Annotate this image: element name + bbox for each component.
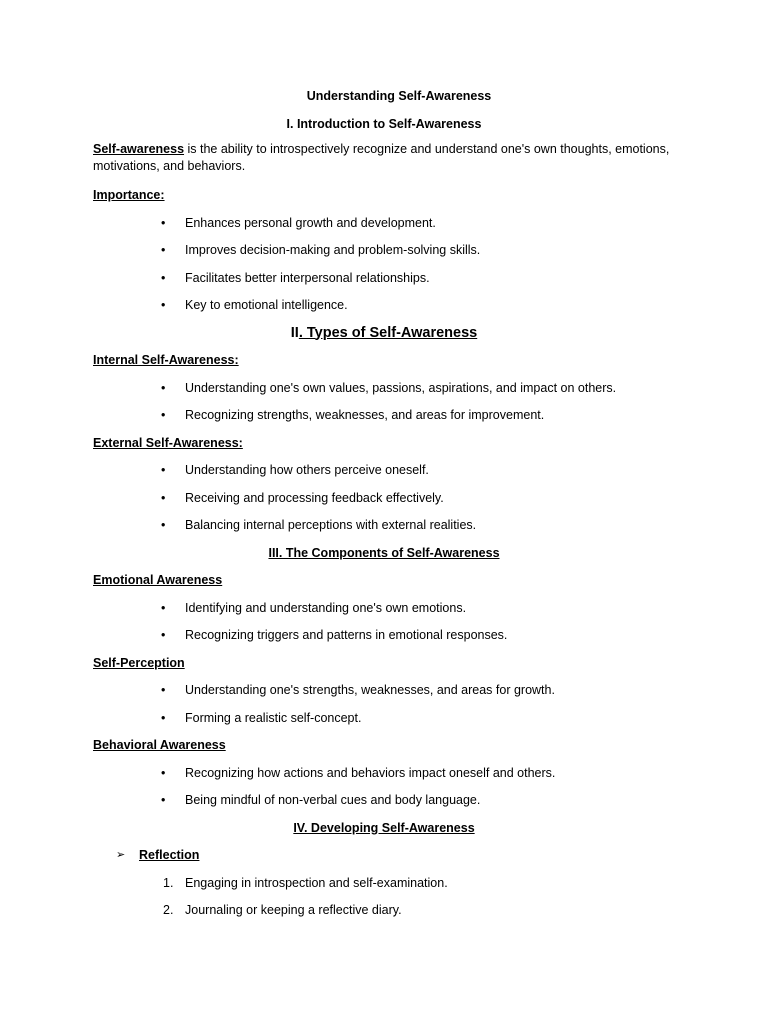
list-item [93, 460, 675, 488]
bullet-icon: • [161, 628, 166, 642]
definition-text: is the ability to introspectively recognize and understand one's own thoughts, emotions, motivations, and behaviors. [93, 142, 670, 173]
section-2-heading-prefix: II [290, 324, 299, 341]
bullet-icon: • [161, 380, 166, 395]
definition-paragraph [93, 141, 675, 175]
section-1-heading: I. Introduction to Self-Awareness [286, 116, 482, 131]
bullet-icon: • [161, 518, 166, 532]
list-item-text: Journaling or keeping a reflective diary. [185, 903, 402, 917]
section-2-heading [93, 323, 675, 351]
arrow-bullet-icon: ➢ [116, 849, 126, 861]
list-item-text: Receiving and processing feedback effectively. [185, 490, 444, 505]
list-item [93, 680, 675, 708]
list-item-text: Understanding one's own values, passions, aspirations, and impact on others. [185, 380, 617, 395]
list-item [93, 378, 675, 406]
bullet-icon: • [161, 243, 166, 257]
importance-list [93, 213, 675, 323]
section-3-heading: III. The Components of Self-Awareness [268, 545, 500, 560]
numbered-item [93, 900, 675, 928]
list-item-text: Engaging in introspection and self-examination. [185, 875, 448, 890]
list-item [93, 763, 675, 791]
emotional-list [93, 598, 675, 653]
bullet-icon: • [161, 765, 166, 780]
perception-list [93, 680, 675, 735]
list-item-text: Identifying and understanding one's own emotions. [185, 600, 467, 615]
reflection-item [93, 845, 675, 873]
external-list [93, 460, 675, 543]
list-item [93, 295, 675, 323]
bullet-icon: • [161, 683, 166, 697]
list-item [93, 240, 675, 268]
list-item [93, 515, 675, 543]
internal-list [93, 378, 675, 433]
list-item-text: Improves decision-making and problem-solving skills. [185, 243, 481, 257]
external-label: External Self-Awareness: [93, 435, 243, 450]
self-perception-label: Self-Perception [93, 655, 185, 670]
list-item-text: Recognizing how actions and behaviors impact oneself and others. [185, 765, 556, 780]
reflection-list [93, 873, 675, 928]
numbered-item [93, 873, 675, 901]
bullet-icon: • [161, 600, 166, 615]
list-item [93, 708, 675, 736]
list-item [93, 405, 675, 433]
list-item-text: Recognizing triggers and patterns in emotional responses. [185, 628, 508, 642]
list-item [93, 268, 675, 296]
bullet-icon: • [161, 298, 166, 312]
list-item [93, 213, 675, 241]
document-body [93, 86, 675, 928]
list-item [93, 598, 675, 626]
item-number: 1. [163, 875, 174, 890]
behavioral-awareness-label: Behavioral Awareness [93, 738, 226, 752]
internal-label: Internal Self-Awareness: [93, 353, 239, 367]
list-item-text: Balancing internal perceptions with external realities. [185, 518, 477, 532]
list-item-text: Understanding how others perceive oneself. [185, 463, 429, 477]
bullet-icon: • [161, 215, 166, 230]
list-item-text: Forming a realistic self-concept. [185, 710, 362, 725]
importance-label: Importance: [93, 188, 165, 202]
document-title: Understanding Self-Awareness [306, 89, 492, 103]
behavioral-list [93, 763, 675, 818]
definition-term: Self-awareness [93, 142, 185, 156]
list-item-text: Facilitates better interpersonal relationships. [185, 270, 430, 285]
bullet-icon: • [161, 463, 166, 477]
section-4-heading: IV. Developing Self-Awareness [293, 820, 475, 835]
bullet-icon: • [161, 270, 166, 285]
bullet-icon: • [161, 793, 166, 807]
list-item-text: Being mindful of non-verbal cues and body language. [185, 793, 481, 807]
list-item [93, 790, 675, 818]
bullet-icon: • [161, 710, 166, 725]
bullet-icon: • [161, 408, 166, 422]
list-item-text: Enhances personal growth and development. [185, 215, 436, 230]
reflection-label: Reflection [139, 848, 200, 862]
section-2-heading-text: . Types of Self-Awareness [298, 324, 478, 341]
list-item-text: Recognizing strengths, weaknesses, and areas for improvement. [185, 408, 545, 422]
item-number: 2. [163, 903, 174, 917]
bullet-icon: • [161, 490, 166, 505]
emotional-awareness-label: Emotional Awareness [93, 573, 223, 587]
list-item [93, 488, 675, 516]
list-item-text: Key to emotional intelligence. [185, 298, 348, 312]
list-item [93, 625, 675, 653]
list-item-text: Understanding one's strengths, weaknesses, and areas for growth. [185, 683, 555, 697]
